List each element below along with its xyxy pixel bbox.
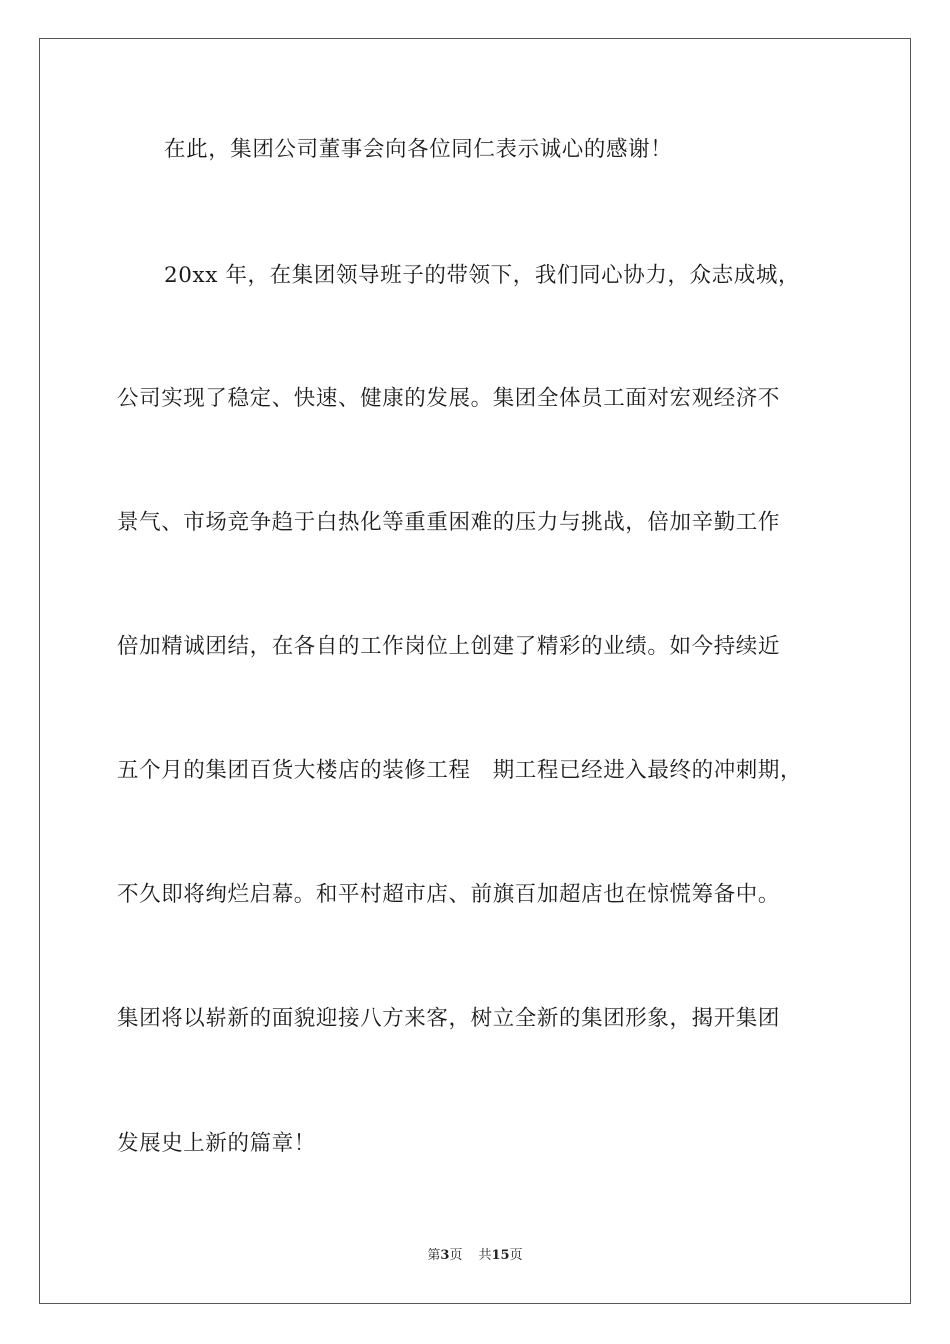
page-prefix: 第 <box>427 1248 441 1263</box>
paragraph-line: 20xx 年，在集团领导班子的带领下，我们同心协力，众志成城， <box>164 263 801 288</box>
paragraph-line: 在此，集团公司董事会向各位同仁表示诚心的感谢！ <box>164 137 673 162</box>
page-current: 3 <box>440 1248 450 1263</box>
total-prefix: 共 <box>478 1248 492 1263</box>
paragraph-line: 五个月的集团百货大楼店的装修工程 期工程已经进入最终的冲刺期， <box>117 758 803 783</box>
page-footer <box>0 1247 950 1265</box>
paragraph-line: 倍加精诚团结，在各自的工作岗位上创建了精彩的业绩。如今持续近 <box>117 634 781 659</box>
paragraph-line: 公司实现了稳定、快速、健康的发展。集团全体员工面对宏观经济不 <box>117 386 781 411</box>
paragraph-line: 景气、市场竞争趋于白热化等重重困难的压力与挑战，倍加辛勤工作 <box>117 510 781 535</box>
total-suffix: 页 <box>509 1248 523 1263</box>
page-suffix: 页 <box>449 1248 463 1263</box>
page-total: 15 <box>491 1248 510 1263</box>
paragraph-line: 发展史上新的篇章！ <box>117 1131 316 1156</box>
paragraph-line: 集团将以崭新的面貌迎接八方来客，树立全新的集团形象，揭开集团 <box>117 1006 781 1031</box>
page-border <box>39 38 911 1304</box>
paragraph-line: 不久即将绚烂启幕。和平村超市店、前旗百加超店也在惊慌筹备中。 <box>117 882 781 907</box>
